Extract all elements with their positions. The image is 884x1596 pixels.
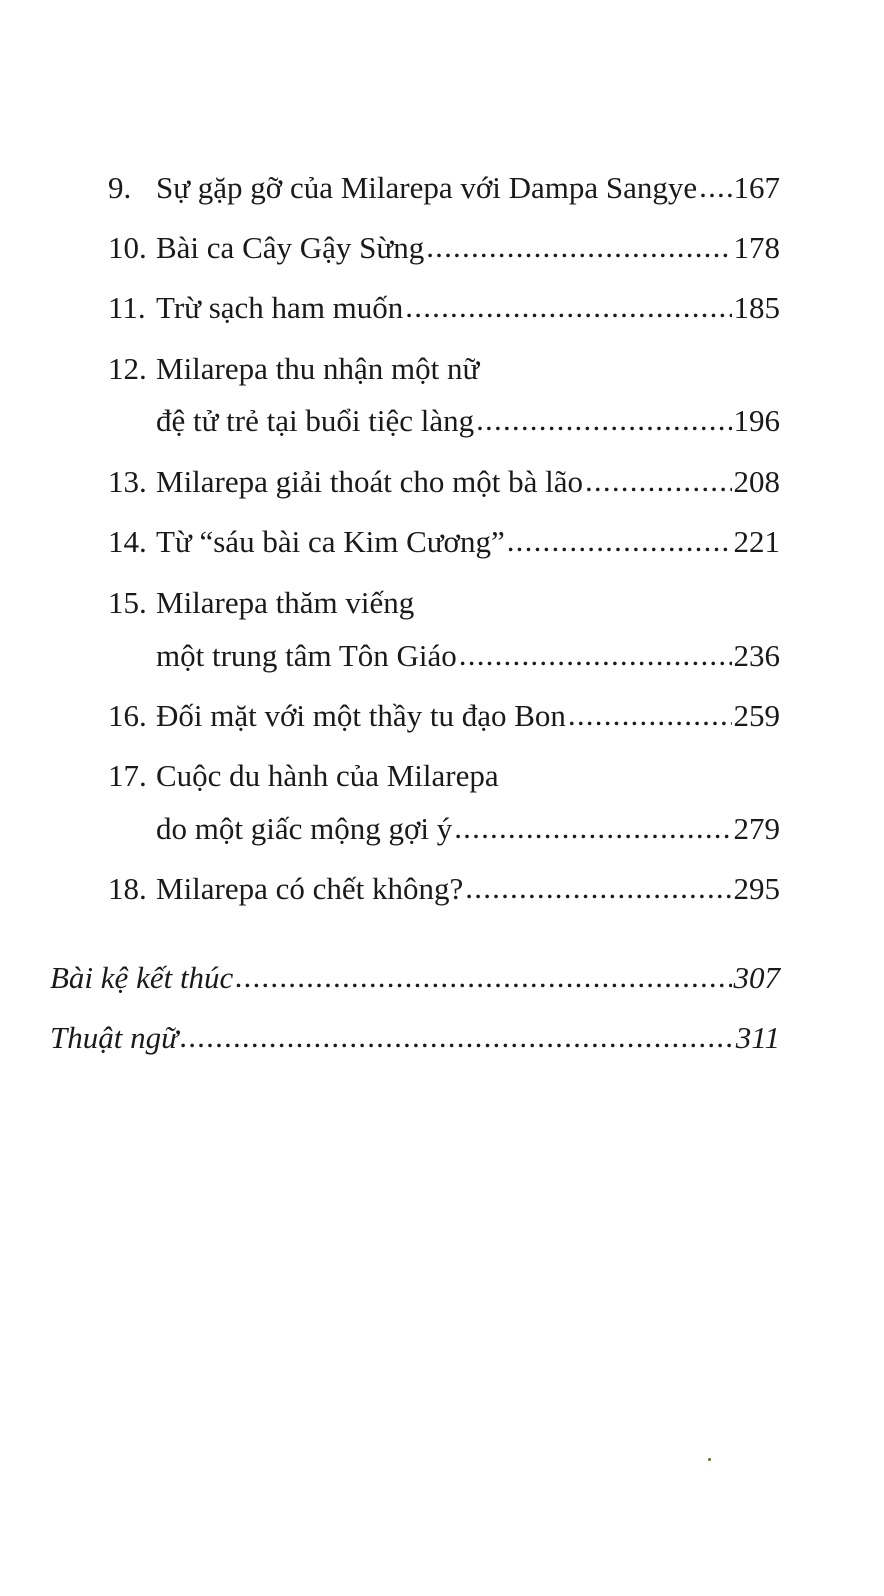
chapter-title: Đối mặt với một thầy tu đạo Bon	[156, 698, 566, 733]
chapter-number: 11.	[108, 290, 146, 325]
chapter-title: Sự gặp gỡ của Milarepa với Dampa Sangye	[156, 170, 698, 205]
toc-entry-9[interactable]	[108, 168, 780, 208]
dot-leader	[699, 167, 731, 207]
toc-entry-closing-verse[interactable]	[50, 958, 780, 998]
page-number: 236	[733, 638, 780, 673]
page-number: 178	[733, 230, 780, 265]
page-number: 295	[733, 871, 780, 906]
dot-leader	[476, 400, 731, 440]
chapter-title: Cuộc du hành của Milarepa	[156, 758, 499, 793]
dot-leader	[235, 957, 731, 997]
dot-leader	[568, 695, 732, 735]
page-number: 259	[733, 698, 780, 733]
dot-leader	[426, 227, 731, 267]
dot-leader	[180, 1017, 734, 1057]
section-title: Thuật ngữ	[50, 1020, 179, 1055]
chapter-title: Bài ca Cây Gậy Sừng	[156, 230, 425, 265]
chapter-number: 16.	[108, 698, 147, 733]
page-number: 185	[733, 290, 780, 325]
toc-entry-15-line-2[interactable]	[156, 636, 780, 676]
page-number: 279	[733, 811, 780, 846]
chapter-title: Milarepa thu nhận một nữ	[156, 351, 480, 386]
toc-entry-12-line-2[interactable]	[156, 401, 780, 441]
dot-leader	[405, 287, 731, 327]
page-number: 208	[733, 464, 780, 499]
chapter-number: 14.	[108, 524, 147, 559]
toc-entry-glossary[interactable]	[50, 1018, 780, 1058]
toc-entry-12-line-1[interactable]	[108, 349, 780, 389]
page-number: 196	[733, 403, 780, 438]
toc-entry-18[interactable]	[108, 869, 780, 909]
page-number: 221	[733, 524, 780, 559]
chapter-number: 17.	[108, 758, 147, 793]
toc-entry-17-line-2[interactable]	[156, 809, 780, 849]
chapter-number: 15.	[108, 585, 147, 620]
dot-leader	[465, 868, 731, 908]
dot-leader	[454, 808, 731, 848]
chapter-title-continued: do một giấc mộng gợi ý	[156, 811, 453, 846]
chapter-title: Trừ sạch ham muốn	[156, 290, 404, 325]
chapter-number: 10.	[108, 230, 147, 265]
toc-entry-10[interactable]	[108, 228, 780, 268]
page-number: 167	[733, 170, 780, 205]
chapter-number: 12.	[108, 351, 147, 386]
toc-entry-15-line-1[interactable]	[108, 583, 780, 623]
chapter-title-continued: một trung tâm Tôn Giáo	[156, 638, 457, 673]
chapter-number: 9.	[108, 170, 132, 205]
chapter-title: Milarepa giải thoát cho một bà lão	[156, 464, 583, 499]
section-title: Bài kệ kết thúc	[50, 960, 234, 995]
chapter-title: Milarepa thăm viếng	[156, 585, 415, 620]
chapter-title: Từ “sáu bài ca Kim Cương”	[156, 524, 505, 559]
toc-entry-11[interactable]	[108, 288, 780, 328]
chapter-number: 13.	[108, 464, 147, 499]
toc-entry-17-line-1[interactable]	[108, 756, 780, 796]
toc-entry-14[interactable]	[108, 522, 780, 562]
toc-entry-16[interactable]	[108, 696, 780, 736]
dot-leader	[585, 461, 732, 501]
dot-leader	[507, 521, 732, 561]
page-number: 307	[733, 960, 780, 995]
scan-speck	[708, 1458, 711, 1461]
toc-entry-13[interactable]	[108, 462, 780, 502]
page-number: 311	[735, 1020, 780, 1055]
chapter-title: Milarepa có chết không?	[156, 871, 464, 906]
chapter-title-continued: đệ tử trẻ tại buổi tiệc làng	[156, 403, 475, 438]
chapter-number: 18.	[108, 871, 147, 906]
dot-leader	[459, 635, 732, 675]
